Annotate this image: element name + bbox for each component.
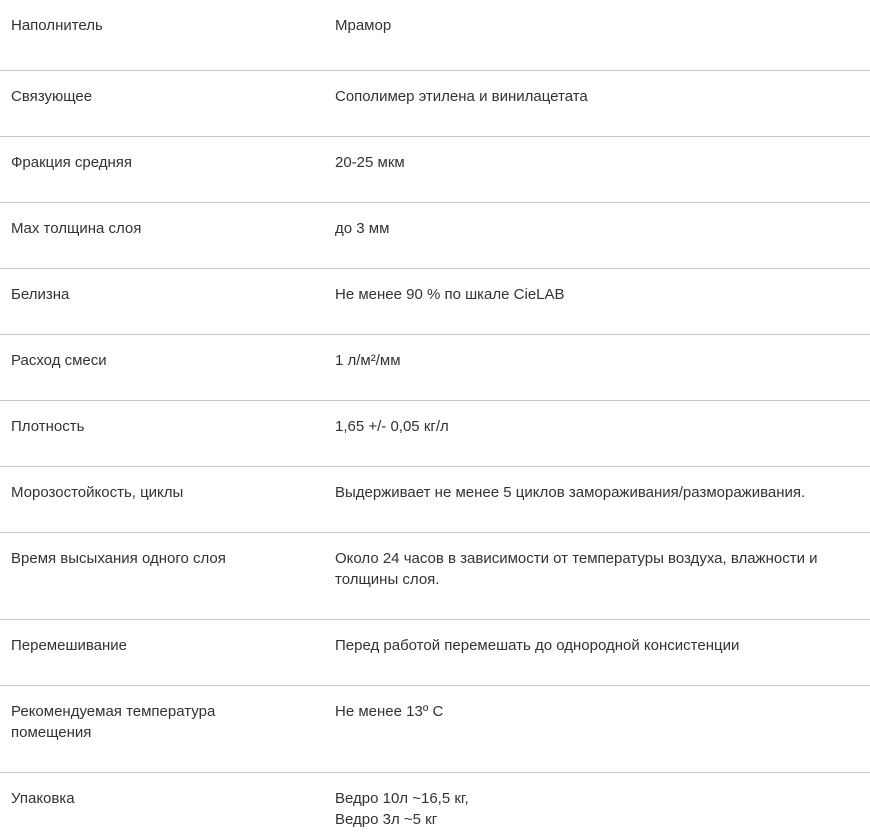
spec-value (335, 772, 870, 838)
spec-value (335, 334, 870, 400)
spec-name: Max толщина слоя (0, 202, 335, 268)
spec-value (335, 136, 870, 202)
spec-value-line: Ведро 3л ~5 кг (335, 810, 438, 828)
spec-value (335, 466, 870, 532)
spec-value-line: Перед работой перемешать до однородной консистенции (335, 636, 740, 654)
spec-value-line: Не менее 90 % по шкале CieLAB (335, 285, 565, 303)
table-row (0, 400, 870, 466)
spec-value-line: Ведро 10л ~16,5 кг, (335, 789, 469, 807)
spec-value (335, 532, 870, 619)
table-row (0, 685, 870, 772)
spec-name-text: Рекомендуемая температура помещения (11, 702, 216, 741)
spec-value-line: Выдерживает не менее 5 циклов замораживания/размораживания. (335, 483, 806, 501)
spec-name: Наполнитель (0, 0, 335, 70)
spec-name: Время высыхания одного слоя (0, 532, 335, 619)
table-row (0, 334, 870, 400)
spec-value (335, 202, 870, 268)
table-row (0, 466, 870, 532)
table-row (0, 619, 870, 685)
spec-name: Расход смеси (0, 334, 335, 400)
table-row (0, 268, 870, 334)
spec-value (335, 70, 870, 136)
spec-value-line: 1 л/м²/мм (335, 351, 401, 369)
spec-value-line: Сополимер этилена и винилацетата (335, 87, 588, 105)
spec-value-line: до 3 мм (335, 219, 390, 237)
table-row (0, 0, 870, 70)
spec-name: Плотность (0, 400, 335, 466)
spec-name: Связующее (0, 70, 335, 136)
spec-name: Фракция средняя (0, 136, 335, 202)
table-row (0, 136, 870, 202)
spec-value-line: Не менее 13º С (335, 702, 444, 720)
spec-value (335, 0, 870, 70)
spec-name (0, 685, 335, 772)
spec-value-line: 20-25 мкм (335, 153, 405, 171)
spec-name: Упаковка (11, 789, 75, 807)
spec-name: Морозостойкость, циклы (0, 466, 335, 532)
spec-name: Белизна (0, 268, 335, 334)
spec-value-line: Около 24 часов в зависимости от температуры воздуха, влажности и толщины слоя. (335, 549, 818, 588)
table-row (0, 70, 870, 136)
spec-value-line: Мрамор (335, 17, 392, 34)
spec-value (335, 685, 870, 772)
table-row (0, 202, 870, 268)
table-row (0, 532, 870, 619)
spec-value (335, 400, 870, 466)
spec-value (335, 268, 870, 334)
spec-value (335, 619, 870, 685)
table-row (0, 772, 870, 838)
spec-value-line: 1,65 +/- 0,05 кг/л (335, 417, 449, 435)
spec-name: Перемешивание (0, 619, 335, 685)
